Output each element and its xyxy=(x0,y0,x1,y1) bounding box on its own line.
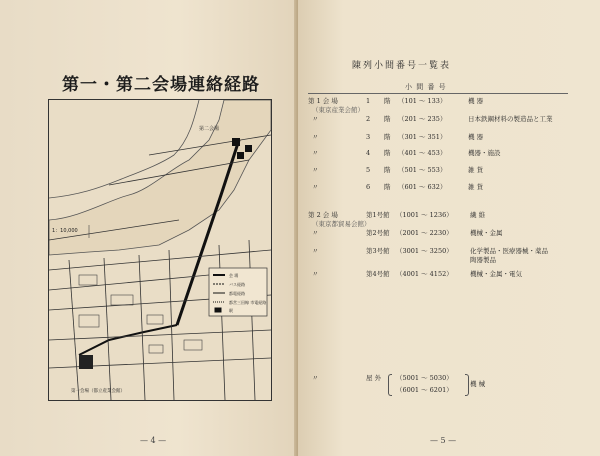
row-booth-range: （6001 〜 6201） xyxy=(396,386,453,394)
venue2-place: （東京都貿易会館） xyxy=(312,220,371,228)
row-ditto-mark: 〃 xyxy=(312,115,319,123)
venue1-name: 第 1 会 場 xyxy=(308,97,338,105)
row-ditto-mark: 〃 xyxy=(312,133,319,141)
row-floor-number: 5 xyxy=(366,166,371,174)
row-booth-range: （301 〜 351） xyxy=(398,133,447,141)
row-floor-unit: 階 xyxy=(384,97,391,105)
venue2-name: 第 2 会 場 xyxy=(308,211,338,219)
legend-label-4: 駅 xyxy=(229,308,233,313)
row-ditto-mark: 〃 xyxy=(312,374,319,382)
map-label-scale: 1：10,000 xyxy=(52,228,78,234)
row-exhibit-category: 機械・金属 xyxy=(470,229,503,237)
row-booth-range: （101 〜 133） xyxy=(398,97,447,105)
row-floor-unit: 階 xyxy=(384,115,391,123)
row-hall-number: 第4号館 xyxy=(366,270,390,278)
row-exhibit-category: 日本鉄鋼材料の製造品と工業 xyxy=(468,115,553,123)
venue-2-marker xyxy=(232,138,240,146)
row-exhibit-category: 雑 貨 xyxy=(468,183,484,191)
left-folio: — 4 — xyxy=(140,436,167,445)
range-brace-left xyxy=(388,374,392,396)
row-booth-range: （401 〜 453） xyxy=(398,149,447,157)
table-sub-header: 小 間 番 号 xyxy=(405,83,447,91)
row-hall-number: 第3号館 xyxy=(366,247,390,255)
row-floor-number: 2 xyxy=(366,115,371,123)
row-ditto-mark: 〃 xyxy=(312,183,319,191)
row-floor-unit: 階 xyxy=(384,183,391,191)
page-title: 第一・第二会場連絡経路 xyxy=(62,75,260,95)
row-exhibit-category: 機械・金属・電気 xyxy=(470,270,522,278)
map-drawing xyxy=(49,100,271,400)
row-ditto-mark: 〃 xyxy=(312,270,319,278)
row-exhibit-category: 雑 貨 xyxy=(468,166,484,174)
range-brace-right xyxy=(465,374,469,396)
legend-label-0: 会 場 xyxy=(229,273,239,278)
row-booth-range: （5001 〜 5030） xyxy=(396,374,453,382)
row-booth-range: （3001 〜 3250） xyxy=(396,247,453,255)
row-booth-range: （601 〜 632） xyxy=(398,183,447,191)
row-exhibit-category: 機 器 xyxy=(468,97,484,105)
row-booth-range: （1001 〜 1236） xyxy=(396,211,453,219)
row-booth-range: （501 〜 553） xyxy=(398,166,447,174)
row-floor-unit: 階 xyxy=(384,166,391,174)
row-ditto-mark: 〃 xyxy=(312,247,319,255)
row-booth-range: （2001 〜 2230） xyxy=(396,229,453,237)
legend-label-2: 都電経路 xyxy=(229,291,245,296)
map-label-venue2: 第二会場 xyxy=(199,126,220,132)
row-floor-number: 6 xyxy=(366,183,371,191)
table-title: 陳列小間番号一覧表 xyxy=(352,61,452,71)
table-rule xyxy=(308,93,568,94)
legend-label-3: 都営三田線 市電経路 xyxy=(229,300,267,305)
row-floor-number: 4 xyxy=(366,149,371,157)
row-floor-unit: 階 xyxy=(384,149,391,157)
row-exhibit-category: 陶器製品 xyxy=(470,256,496,264)
row-booth-range: （4001 〜 4152） xyxy=(396,270,453,278)
row-ditto-mark: 〃 xyxy=(312,149,319,157)
legend-label-1: バス経路 xyxy=(229,282,245,287)
row-exhibit-category: 機 械 xyxy=(470,380,486,388)
right-folio: — 5 — xyxy=(430,436,457,445)
row-ditto-mark: 〃 xyxy=(312,229,319,237)
row-hall-number: 第1号館 xyxy=(366,211,390,219)
row-floor-number: 1 xyxy=(366,97,371,105)
row-hall-number: 第2号館 xyxy=(366,229,390,237)
left-page xyxy=(0,0,298,456)
route-map xyxy=(48,99,272,401)
venue1-place: （東京産業会館） xyxy=(312,106,364,114)
row-floor-number: 3 xyxy=(366,133,371,141)
row-exhibit-category: 化学製品・医療器械・薬品 xyxy=(470,247,548,255)
row-exhibit-category: 機 器 xyxy=(468,133,484,141)
row-ditto-mark: 〃 xyxy=(312,166,319,174)
row-exhibit-category: 繊 維 xyxy=(470,211,486,219)
row-hall-number: 屋 外 xyxy=(366,374,382,382)
row-exhibit-category: 機器・施設 xyxy=(468,149,501,157)
row-floor-unit: 階 xyxy=(384,133,391,141)
venue-1-marker xyxy=(79,355,93,369)
row-booth-range: （201 〜 235） xyxy=(398,115,447,123)
map-caption: 第一会場（都立産業会館） xyxy=(71,389,125,394)
